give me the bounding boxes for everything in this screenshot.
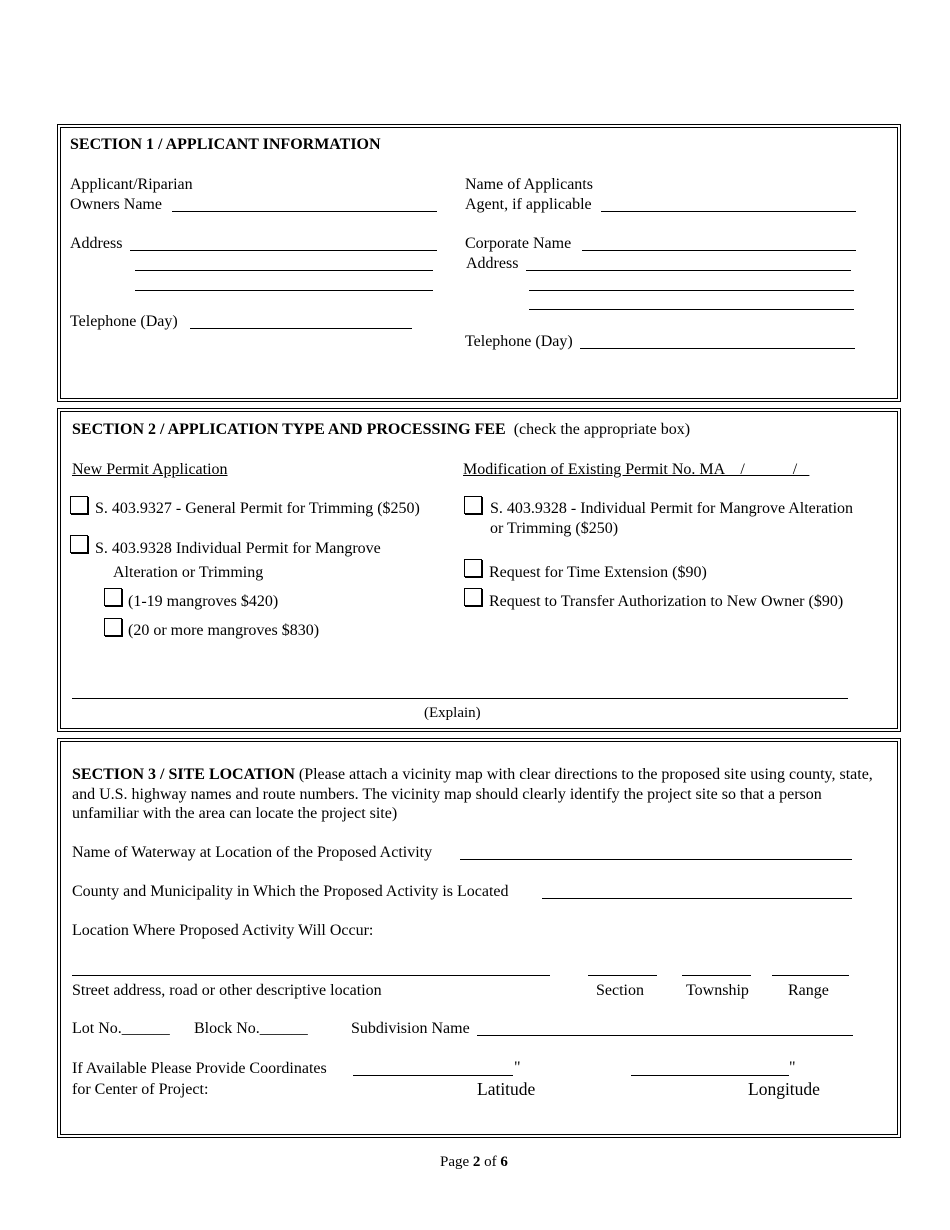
mod-individual-label-2: or Trimming ($250) (490, 520, 619, 537)
longitude-field[interactable] (631, 1075, 789, 1076)
coords-label-1: If Available Please Provide Coordinates (72, 1060, 327, 1077)
latitude-field[interactable] (353, 1075, 513, 1076)
location-label: Location Where Proposed Activity Will Occur: (72, 922, 374, 939)
section-2-title: SECTION 2 / APPLICATION TYPE AND PROCESSING FEE (72, 421, 506, 438)
coords-label-2: for Center of Project: (72, 1081, 209, 1098)
latitude-seconds-mark: " (514, 1059, 521, 1076)
section-3-description: (Please attach a vicinity map with clear directions to the proposed site using county, state, and U.S. highway names and route numbers. The vicinity map should clearly identify the project site so that a person unfamiliar with the area can locate the project site) (72, 766, 873, 822)
range-label: Range (788, 982, 829, 999)
subdivision-field[interactable] (477, 1035, 853, 1036)
county-label: County and Municipality in Which the Proposed Activity is Located (72, 883, 509, 900)
agent-telephone-field[interactable] (580, 348, 855, 349)
waterway-field[interactable] (460, 859, 852, 860)
section-2-instruction: (check the appropriate box) (513, 421, 691, 438)
corporate-name-label: Corporate Name (465, 235, 572, 252)
time-extension-checkbox[interactable] (464, 559, 482, 577)
page-number (440, 1152, 508, 1172)
explain-field[interactable] (72, 698, 848, 699)
page-total: 6 (500, 1154, 508, 1170)
telephone-label: Telephone (Day) (70, 313, 178, 330)
individual-permit-label-2: Alteration or Trimming (113, 564, 264, 581)
new-permit-heading: New Permit Application (72, 461, 228, 478)
corporate-name-field[interactable] (582, 250, 856, 251)
explain-label: (Explain) (424, 705, 481, 721)
address-field-2[interactable] (135, 270, 433, 271)
section-3-title: SECTION 3 / SITE LOCATION (72, 766, 295, 783)
county-field[interactable] (542, 898, 852, 899)
owner-label-line1: Applicant/Riparian (70, 176, 193, 193)
waterway-label: Name of Waterway at Location of the Proposed Activity (72, 844, 433, 861)
section-2-heading (72, 420, 690, 440)
general-permit-label: S. 403.9327 - General Permit for Trimming ($250) (95, 500, 420, 517)
subdivision-label: Subdivision Name (351, 1020, 470, 1037)
mod-individual-label-1: S. 403.9328 - Individual Permit for Mangrove Alteration (490, 500, 854, 517)
agent-address-field-2[interactable] (529, 290, 854, 291)
mangroves-20-more-checkbox[interactable] (104, 618, 122, 636)
agent-address-label: Address (466, 255, 519, 272)
section-label: Section (596, 982, 644, 999)
owner-name-field[interactable] (172, 211, 437, 212)
township-label: Township (686, 982, 749, 999)
mangroves-20-more-label: (20 or more mangroves $830) (128, 622, 320, 639)
mangroves-1-19-label: (1-19 mangroves $420) (128, 593, 279, 610)
agent-address-field-3[interactable] (529, 309, 854, 310)
section-field[interactable] (588, 975, 657, 976)
address-label: Address (70, 235, 123, 252)
block-label[interactable]: Block No.______ (194, 1020, 308, 1037)
address-field-1[interactable] (130, 250, 437, 251)
owner-name-label: Owners Name (70, 196, 162, 213)
agent-name-field[interactable] (601, 211, 856, 212)
mangroves-1-19-checkbox[interactable] (104, 588, 122, 606)
page-current: 2 (472, 1154, 481, 1170)
section-3-intro (72, 765, 887, 824)
lot-label[interactable]: Lot No.______ (72, 1020, 170, 1037)
township-field[interactable] (682, 975, 751, 976)
range-field[interactable] (772, 975, 849, 976)
longitude-label: Longitude (748, 1079, 820, 1099)
transfer-checkbox[interactable] (464, 588, 482, 606)
section-1-title: SECTION 1 / APPLICANT INFORMATION (70, 136, 381, 153)
time-extension-label: Request for Time Extension ($90) (489, 564, 707, 581)
transfer-label: Request to Transfer Authorization to New Owner ($90) (489, 593, 844, 610)
page-prefix: Page (440, 1154, 470, 1170)
agent-telephone-label: Telephone (Day) (465, 333, 573, 350)
page-of: of (484, 1154, 497, 1170)
longitude-seconds-mark: " (789, 1059, 796, 1076)
telephone-field[interactable] (190, 328, 412, 329)
individual-permit-label-1: S. 403.9328 Individual Permit for Mangrove (95, 540, 381, 557)
agent-label-line1: Name of Applicants (465, 176, 593, 193)
street-label: Street address, road or other descriptive location (72, 982, 382, 999)
modification-heading: Modification of Existing Permit No. MA _ /_ _ _ _ / _ (463, 461, 810, 478)
agent-name-label: Agent, if applicable (465, 196, 592, 213)
general-permit-checkbox[interactable] (70, 496, 88, 514)
latitude-label: Latitude (477, 1079, 536, 1099)
address-field-3[interactable] (135, 290, 433, 291)
individual-permit-checkbox[interactable] (70, 535, 88, 553)
agent-address-field-1[interactable] (526, 270, 851, 271)
mod-individual-checkbox[interactable] (464, 496, 482, 514)
street-field[interactable] (72, 975, 550, 976)
